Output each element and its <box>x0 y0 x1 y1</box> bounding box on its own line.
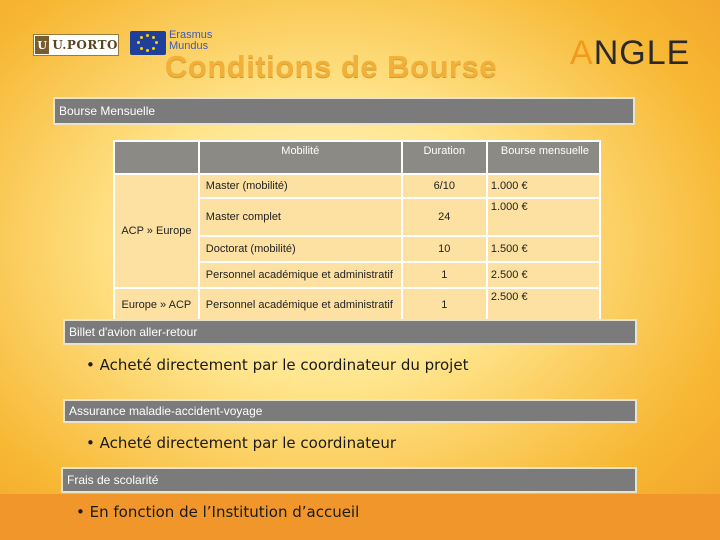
section-frais: Frais de scolarité <box>61 467 637 493</box>
angle-logo-rest: NGLE <box>593 34 691 72</box>
cell-bourse: 1.000 € <box>487 198 600 236</box>
bullet-assurance: • Acheté directement par le coordinateur <box>86 434 397 452</box>
angle-logo-a: A <box>570 34 594 72</box>
cell-bourse: 1.500 € <box>487 236 600 262</box>
section-billet: Billet d'avion aller-retour <box>63 319 637 345</box>
cell-duration: 24 <box>402 198 487 236</box>
cell-duration: 1 <box>402 288 487 322</box>
category-acp-europe: ACP » Europe <box>114 174 199 288</box>
table-row <box>114 174 600 198</box>
angle-logo <box>570 34 690 73</box>
uporto-seal-icon: U <box>35 36 49 54</box>
bourse-table <box>113 140 601 323</box>
uporto-logo-text: U.PORTO <box>52 38 118 52</box>
header-duration: Duration <box>402 141 487 174</box>
category-europe-acp: Europe » ACP <box>114 288 199 322</box>
cell-mobilite: Personnel académique et administratif <box>199 288 402 322</box>
bullet-frais: • En fonction de l’Institution d’accueil <box>76 503 360 521</box>
cell-mobilite: Personnel académique et administratif <box>199 262 402 288</box>
cell-bourse: 1.000 € <box>487 174 600 198</box>
table-header-row <box>114 141 600 174</box>
cell-mobilite: Master (mobilité) <box>199 174 402 198</box>
cell-mobilite: Doctorat (mobilité) <box>199 236 402 262</box>
cell-mobilite: Master complet <box>199 198 402 236</box>
header-empty <box>114 141 199 174</box>
cell-bourse: 2.500 € <box>487 262 600 288</box>
section-bourse-mensuelle: Bourse Mensuelle <box>53 97 635 125</box>
uporto-logo <box>33 34 119 56</box>
erasmus-logo-line2: Mundus <box>169 40 209 52</box>
header-bourse: Bourse mensuelle <box>487 141 600 174</box>
cell-duration: 6/10 <box>402 174 487 198</box>
erasmus-logo-line1: Erasmus <box>169 29 213 41</box>
table-row <box>114 288 600 322</box>
bullet-billet: • Acheté directement par le coordinateur du projet <box>86 356 469 374</box>
eu-flag-icon <box>130 31 166 55</box>
section-assurance: Assurance maladie-accident-voyage <box>63 399 637 423</box>
cell-bourse: 2.500 € <box>487 288 600 322</box>
header-mobilite: Mobilité <box>199 141 402 174</box>
cell-duration: 1 <box>402 262 487 288</box>
cell-duration: 10 <box>402 236 487 262</box>
page-title: Conditions de Bourse <box>165 49 498 84</box>
